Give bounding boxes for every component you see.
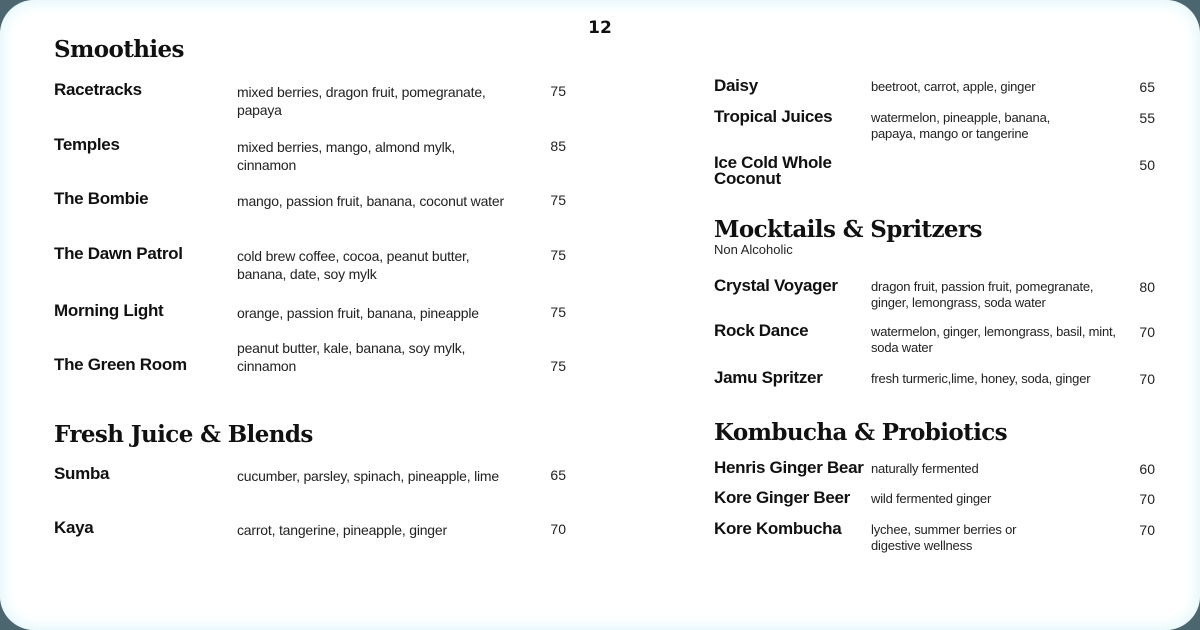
item-price: 75: [550, 83, 566, 99]
item-description: orange, passion fruit, banana, pineapple: [237, 305, 479, 321]
section-title-fresh-juice: Fresh Juice & Blends: [54, 421, 313, 448]
item-price: 70: [1139, 324, 1155, 340]
item-name: Henris Ginger Bear: [714, 458, 864, 477]
item-name: Crystal Voyager: [714, 276, 838, 295]
item-description: wild fermented ginger: [871, 491, 992, 506]
page-number: 12: [588, 18, 612, 38]
item-description: beetroot, carrot, apple, ginger: [871, 79, 1036, 94]
item-description: lychee, summer berries or digestive wellness: [871, 522, 1017, 553]
item-price: 70: [1139, 522, 1155, 538]
item-description: carrot, tangerine, pineapple, ginger: [237, 522, 447, 538]
item-name: Jamu Spritzer: [714, 368, 823, 387]
section-title-kombucha: Kombucha & Probiotics: [714, 419, 1008, 446]
item-name: Rock Dance: [714, 321, 809, 340]
item-price: 65: [1139, 79, 1155, 95]
item-description: watermelon, ginger, lemongrass, basil, mint, soda water: [871, 324, 1116, 355]
item-description: mango, passion fruit, banana, coconut water: [237, 193, 504, 209]
item-price: 70: [1139, 491, 1155, 507]
item-price: 65: [550, 467, 566, 483]
item-price: 55: [1139, 110, 1155, 126]
item-price: 60: [1139, 461, 1155, 477]
section-title-smoothies: Smoothies: [54, 36, 184, 63]
item-description: dragon fruit, passion fruit, pomegranate, ginger, lemongrass, soda water: [871, 279, 1094, 310]
item-description: naturally fermented: [871, 461, 979, 476]
item-price: 80: [1139, 279, 1155, 295]
item-description: cold brew coffee, cocoa, peanut butter, banana, date, soy mylk: [237, 248, 470, 282]
item-name: The Bombie: [54, 189, 149, 208]
item-price: 70: [550, 521, 566, 537]
item-name: Sumba: [54, 464, 110, 483]
item-name: Kaya: [54, 518, 94, 537]
item-description: mixed berries, dragon fruit, pomegranate, papaya: [237, 84, 486, 118]
item-name: Kore Kombucha: [714, 519, 842, 538]
item-price: 75: [550, 247, 566, 263]
item-description: mixed berries, mango, almond mylk, cinnamon: [237, 139, 456, 173]
item-description: cucumber, parsley, spinach, pineapple, lime: [237, 468, 499, 484]
item-name: Daisy: [714, 76, 758, 95]
item-price: 75: [550, 192, 566, 208]
item-description: peanut butter, kale, banana, soy mylk, cinnamon: [237, 340, 466, 374]
item-price: 70: [1139, 371, 1155, 387]
item-description: watermelon, pineapple, banana, papaya, mango or tangerine: [871, 110, 1051, 141]
section-title-mocktails: Mocktails & Spritzers: [714, 216, 982, 243]
item-description: fresh turmeric,lime, honey, soda, ginger: [871, 371, 1091, 386]
item-name: Ice Cold Whole Coconut: [714, 153, 832, 188]
item-price: 75: [550, 304, 566, 320]
item-price: 85: [550, 138, 566, 154]
item-name: Kore Ginger Beer: [714, 488, 850, 507]
item-price: 50: [1139, 157, 1155, 173]
section-subtitle-non-alcoholic: Non Alcoholic: [714, 242, 793, 257]
item-name: The Dawn Patrol: [54, 244, 183, 263]
item-name: Tropical Juices: [714, 107, 833, 126]
item-price: 75: [550, 358, 566, 374]
item-name: Temples: [54, 135, 120, 154]
item-name: The Green Room: [54, 355, 187, 374]
item-name: Racetracks: [54, 80, 142, 99]
item-name: Morning Light: [54, 301, 164, 320]
